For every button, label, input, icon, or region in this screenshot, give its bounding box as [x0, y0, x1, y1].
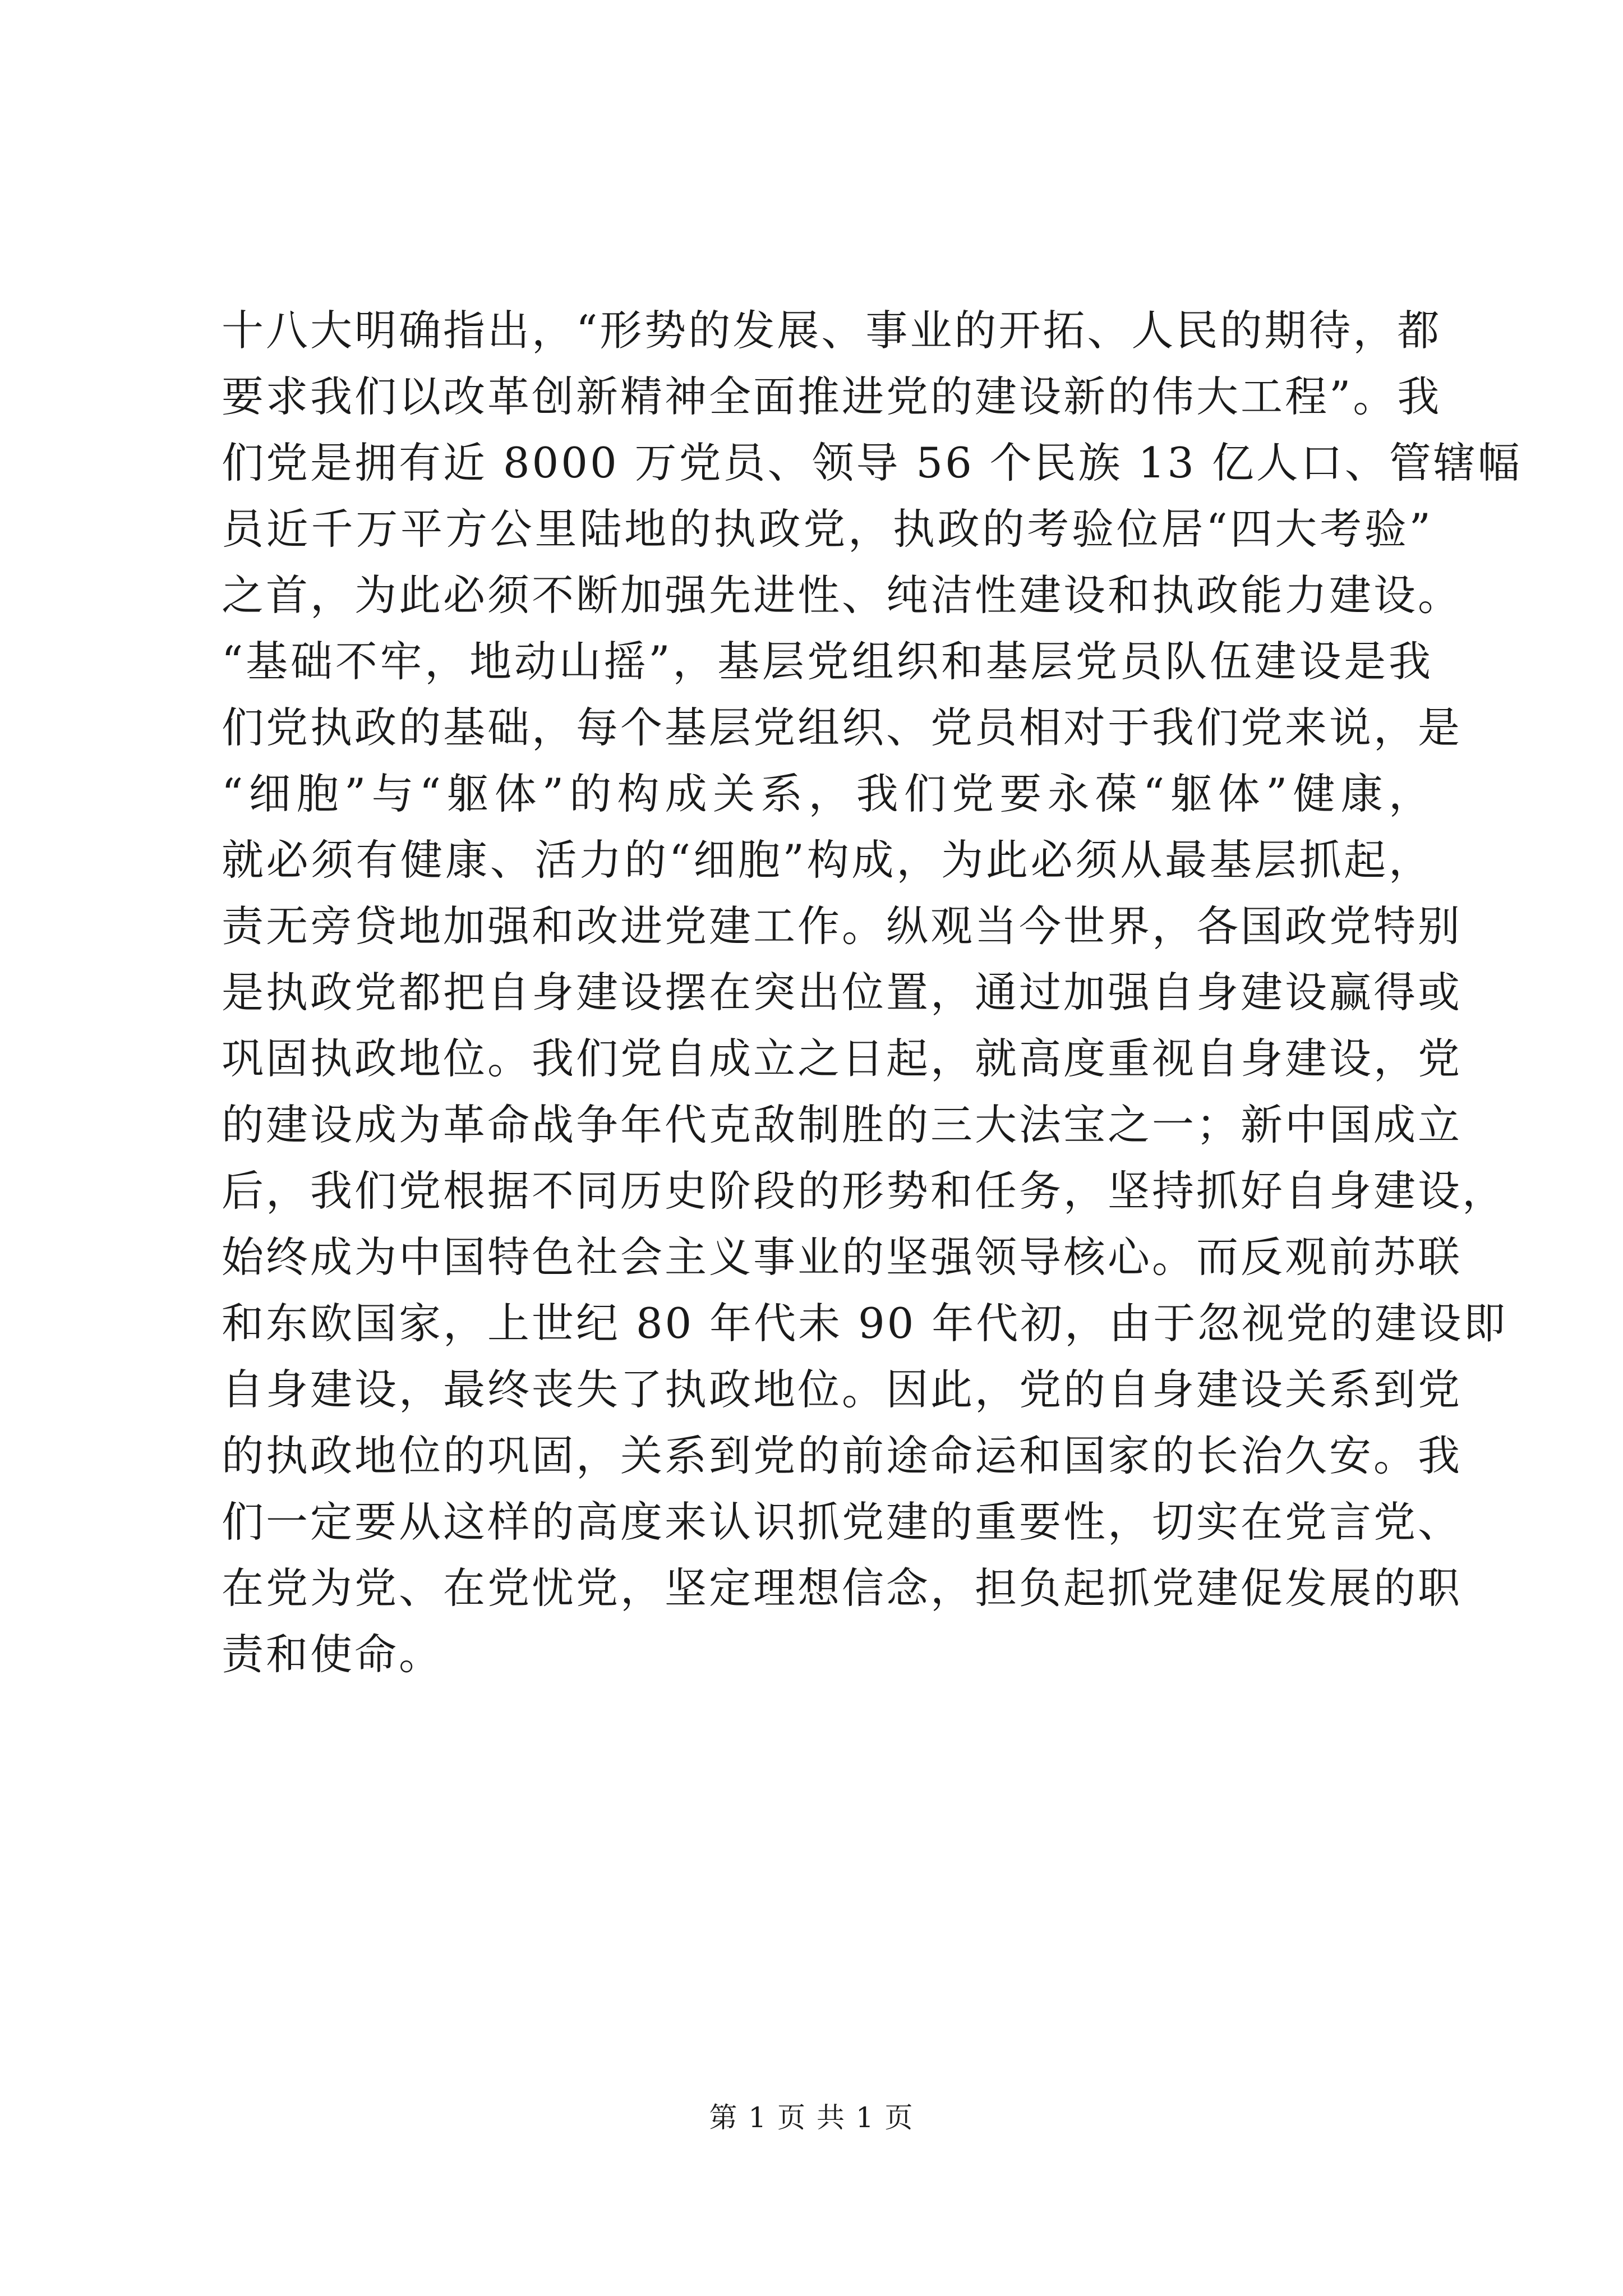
text-line: 就必须有健康、活力的“细胞”构成，为此必须从最基层抓起，	[222, 835, 1433, 885]
text-line: 责无旁贷地加强和改进党建工作。纵观当今世界，各国政党特别	[222, 901, 1463, 951]
text-line: 的建设成为革命战争年代克敌制胜的三大法宝之一；新中国成立	[222, 1100, 1463, 1149]
text-line: “基础不牢，地动山摇”，基层党组织和基层党员队伍建设是我	[222, 637, 1433, 686]
text-line: 自身建设，最终丧失了执政地位。因此，党的自身建设关系到党	[222, 1365, 1463, 1414]
text-line: 责和使命。	[222, 1630, 444, 1679]
page-footer	[0, 2098, 1623, 2137]
page-number-label: 第 1 页 共 1 页	[709, 2101, 914, 2134]
text-line: 是执政党都把自身建设摆在突出位置，通过加强自身建设赢得或	[222, 968, 1463, 1017]
text-line: 巩固执政地位。我们党自成立之日起，就高度重视自身建设，党	[222, 1034, 1463, 1083]
text-line: 后，我们党根据不同历史阶段的形势和任务，坚持抓好自身建设，	[222, 1166, 1507, 1216]
text-line: “细胞”与“躯体”的构成关系，我们党要永葆“躯体”健康，	[222, 769, 1433, 818]
text-line: 的执政地位的巩固，关系到党的前途命运和国家的长治久安。我	[222, 1431, 1463, 1480]
text-line: 要求我们以改革创新精神全面推进党的建设新的伟大工程”。我	[222, 372, 1442, 421]
text-line: 在党为党、在党忧党，坚定理想信念，担负起抓党建促发展的职	[222, 1563, 1463, 1613]
text-line: 们一定要从这样的高度来认识抓党建的重要性，切实在党言党、	[222, 1497, 1463, 1547]
text-line: 十八大明确指出，“形势的发展、事业的开拓、人民的期待，都	[222, 306, 1442, 355]
text-line: 始终成为中国特色社会主义事业的坚强领导核心。而反观前苏联	[222, 1232, 1463, 1282]
body-paragraph	[222, 297, 1522, 1687]
text-line: 和东欧国家，上世纪 80 年代未 90 年代初，由于忽视党的建设即	[222, 1299, 1508, 1348]
text-line: 们党是拥有近 8000 万党员、领导 56 个民族 13 亿人口、管辖幅	[222, 438, 1522, 487]
text-line: 员近千万平方公里陆地的执政党，执政的考验位居“四大考验”	[222, 504, 1433, 554]
text-line: 们党执政的基础，每个基层党组织、党员相对于我们党来说，是	[222, 703, 1463, 752]
text-line: 之首，为此必须不断加强先进性、纯洁性建设和执政能力建设。	[222, 570, 1463, 620]
